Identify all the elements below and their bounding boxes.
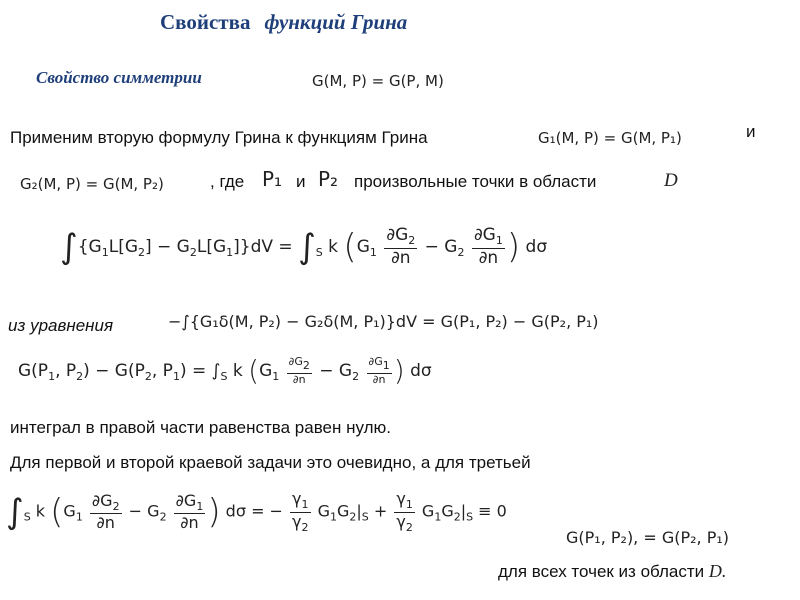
arbitrary-points-text: произвольные точки в области xyxy=(354,172,597,191)
symmetry-formula: G(M, P) = G(P, M) xyxy=(312,72,444,90)
domain-symbol: D xyxy=(664,170,678,191)
title-part-2: функций Грина xyxy=(264,10,408,34)
symmetry-result-formula: G(P₁, P₂), = G(P₂, P₁) xyxy=(566,528,730,547)
zero-integral-text: интеграл в правой части равенства равен нулю. xyxy=(10,418,392,437)
and-text-2: и xyxy=(296,172,306,191)
third-problem-equation: $\int_S$ k ($G_1$ $\frac{\partial G_2}{\partial n}$ − $G_2$ $\frac{\partial G_1}{\partial n}$ ) dσ = − $\frac{\gamma_1}{\gamma_2}$ $G_1G_2|_S$ + $\frac{\gamma_1}{\gamma_2}$ $G_1G_2|_S \equiv 0$ xyxy=(6,489,507,534)
symmetry-label: Свойство симметрии xyxy=(36,68,202,87)
boundary-problem-text: Для первой и второй краевой задачи это очевидно, а для третьей xyxy=(10,453,531,472)
symmetry-integral-equation: $G(P_1$, $P_2) - G(P_2$, $P_1) = \int_S$ k ($G_1$ $\frac{\partial G2}{\partial n}$ − $G_2$ $\frac{\partial G1}{\partial n}$ ) dσ xyxy=(18,354,432,388)
where-text: , где xyxy=(210,172,245,191)
apply-text: Применим вторую формулу Грина к функциям Грина xyxy=(10,128,428,147)
g2-formula: G₂(M, P) = G(M, P₂) xyxy=(20,175,164,193)
g1-formula: G₁(M, P) = G(M, P₁) xyxy=(538,129,682,147)
p2-symbol: P₂ xyxy=(318,167,339,191)
slide-title xyxy=(160,10,407,35)
p1-symbol: P₁ xyxy=(262,167,283,191)
all-points-text xyxy=(498,561,726,582)
title-part-1: Свойства xyxy=(160,10,251,34)
and-text-1: и xyxy=(746,122,756,141)
from-equation-text: из уравнения xyxy=(8,316,114,335)
all-points-label: для всех точек из области xyxy=(498,562,705,581)
domain-end-symbol: D. xyxy=(708,561,727,581)
delta-integral-formula: −∫{G₁δ(M, P₂) − G₂δ(M, P₁)}dV = G(P₁, P₂) − G(P₂, P₁) xyxy=(168,312,599,331)
greens-integral-equation: $\int\{G_1L[G_2] - G_2L[G_1]\}dV = \int_S$ k ($G_1$ $\frac{\partial G_2}{\partial n}$ − $G_2$ $\frac{\partial G_1}{\partial n}$ ) dσ xyxy=(60,225,548,268)
